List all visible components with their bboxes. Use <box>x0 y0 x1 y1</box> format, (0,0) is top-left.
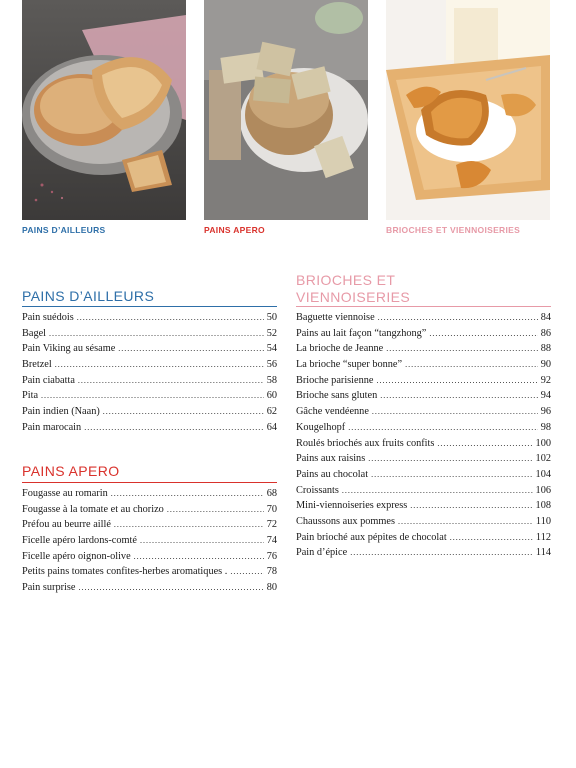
toc-leader-dots <box>378 313 538 322</box>
toc-entry-label: Pains au lait façon “tangzhong” <box>296 327 427 339</box>
toc-leader-dots <box>49 329 264 338</box>
toc-entry <box>296 438 551 454</box>
flatbread-photo <box>22 0 186 220</box>
toc-leader-dots <box>398 517 533 526</box>
toc-entry <box>296 547 551 563</box>
toc-leader-dots <box>55 360 264 369</box>
toc-entry <box>22 312 277 328</box>
toc-leader-dots <box>368 454 532 463</box>
toc-entry-label: Croissants <box>296 484 339 496</box>
toc-entry-label: Chaussons aux pommes <box>296 515 395 527</box>
toc-leader-dots <box>114 520 264 529</box>
toc-entry-label: Pita <box>22 390 39 402</box>
toc-entry-page: 58 <box>266 374 277 386</box>
toc-leader-dots <box>78 583 263 592</box>
toc-entry-page: 112 <box>535 531 551 543</box>
toc-leader-dots <box>380 391 537 400</box>
toc-entry-label: Gâche vendéenne <box>296 406 369 418</box>
toc-leader-dots <box>405 360 538 369</box>
toc-list-pains-apero <box>22 488 277 598</box>
section-rule <box>296 306 551 307</box>
toc-leader-dots <box>77 313 264 322</box>
toc-entry-label: Bretzel <box>22 359 52 371</box>
section-title-brioches <box>296 272 410 306</box>
toc-leader-dots <box>78 376 264 385</box>
toc-entry-page: 74 <box>266 535 277 547</box>
toc-entry-label: Pain brioché aux pépites de chocolat <box>296 531 447 543</box>
toc-entry <box>296 375 551 391</box>
toc-entry-label: Pain Viking au sésame <box>22 343 116 355</box>
toc-entry-page: 60 <box>266 390 277 402</box>
toc-entry-page: 52 <box>266 327 277 339</box>
toc-entry-page: 56 <box>266 359 277 371</box>
toc-entry <box>296 422 551 438</box>
section-title-pains-ailleurs: PAINS D’AILLEURS <box>22 288 155 304</box>
toc-leader-dots <box>450 533 533 542</box>
toc-leader-dots <box>111 489 264 498</box>
toc-entry-page: 106 <box>535 484 551 496</box>
toc-leader-dots <box>103 407 264 416</box>
toc-entry-page: 50 <box>266 312 277 323</box>
toc-leader-dots <box>429 329 537 338</box>
croissant-photo <box>386 0 550 220</box>
toc-entry-label: Pain surprise <box>22 582 76 594</box>
toc-entry-page: 78 <box>266 566 277 578</box>
toc-leader-dots <box>350 548 533 557</box>
toc-list-brioches <box>296 312 551 563</box>
toc-entry-label: Bagel <box>22 327 47 339</box>
toc-entry-page: 54 <box>266 343 277 355</box>
toc-entry-label: Pain marocain <box>22 421 82 433</box>
toc-entry <box>22 328 277 344</box>
toc-entry-label: Pain indien (Naan) <box>22 406 100 418</box>
toc-leader-dots <box>84 423 264 432</box>
section-title-line: VIENNOISERIES <box>296 289 411 305</box>
toc-entry-page: 92 <box>540 374 551 386</box>
caption-pains-ailleurs: PAINS D’AILLEURS <box>22 225 106 235</box>
toc-entry-page: 80 <box>266 582 277 594</box>
toc-entry <box>22 519 277 535</box>
toc-entry-page: 94 <box>540 390 551 402</box>
toc-entry-page: 108 <box>535 500 551 512</box>
toc-entry <box>22 375 277 391</box>
toc-entry-label: Ficelle apéro oignon-olive <box>22 550 131 562</box>
toc-entry-label: Fougasse à la tomate et au chorizo <box>22 503 164 515</box>
toc-entry-page: 102 <box>535 453 551 465</box>
toc-entry <box>296 532 551 548</box>
section-title-line: BRIOCHES ET <box>296 272 396 288</box>
toc-entry <box>22 504 277 520</box>
toc-entry-page: 86 <box>540 327 551 339</box>
toc-entry-page: 64 <box>266 421 277 433</box>
toc-entry <box>296 312 551 328</box>
toc-entry <box>22 582 277 598</box>
toc-entry-label: Pain ciabatta <box>22 374 75 386</box>
toc-leader-dots <box>134 552 264 561</box>
toc-entry-label: La brioche de Jeanne <box>296 343 384 355</box>
toc-entry <box>296 328 551 344</box>
toc-entry <box>296 485 551 501</box>
toc-leader-dots <box>230 567 263 576</box>
toc-entry <box>22 343 277 359</box>
toc-leader-dots <box>437 439 532 448</box>
toc-entry-page: 90 <box>540 359 551 371</box>
toc-entry <box>22 535 277 551</box>
toc-leader-dots <box>348 423 538 432</box>
toc-entry-label: Petits pains tomates confites-herbes aromatiques . <box>22 566 228 578</box>
toc-leader-dots <box>372 407 538 416</box>
toc-entry <box>296 453 551 469</box>
toc-entry-page: 70 <box>266 503 277 515</box>
toc-entry <box>296 359 551 375</box>
toc-entry-page: 96 <box>540 406 551 418</box>
toc-entry-label: Mini-viennoiseries express <box>296 500 408 512</box>
toc-entry-label: Baguette viennoise <box>296 312 375 323</box>
toc-entry-label: Roulés briochés aux fruits confits <box>296 437 435 449</box>
toc-entry <box>22 359 277 375</box>
caption-pains-apero: PAINS APERO <box>204 225 265 235</box>
toc-entry-page: 100 <box>535 437 551 449</box>
toc-entry-page: 114 <box>535 547 551 559</box>
toc-entry-page: 84 <box>540 312 551 323</box>
toc-entry-page: 76 <box>266 550 277 562</box>
toc-entry <box>22 488 277 504</box>
toc-entry-page: 62 <box>266 406 277 418</box>
toc-entry-page: 72 <box>266 519 277 531</box>
toc-entry-page: 88 <box>540 343 551 355</box>
toc-leader-dots <box>410 501 532 510</box>
section-rule <box>22 306 277 307</box>
toc-leader-dots <box>371 470 532 479</box>
toc-entry <box>22 566 277 582</box>
section-title-pains-apero: PAINS APERO <box>22 463 120 479</box>
toc-entry <box>22 390 277 406</box>
toc-entry-label: Pain d’épice <box>296 547 348 559</box>
toc-entry <box>22 406 277 422</box>
toc-entry <box>296 390 551 406</box>
toc-entry <box>296 516 551 532</box>
toc-leader-dots <box>167 505 264 514</box>
toc-leader-dots <box>386 344 538 353</box>
toc-entry-page: 68 <box>266 488 277 499</box>
toc-entry-label: Brioche parisienne <box>296 374 374 386</box>
toc-entry-label: Préfou au beurre aillé <box>22 519 111 531</box>
caption-brioches: BRIOCHES ET VIENNOISERIES <box>386 225 521 235</box>
toc-entry-label: Kougelhopf <box>296 421 346 433</box>
toc-entry <box>22 551 277 567</box>
toc-entry <box>296 500 551 516</box>
toc-entry-label: Fougasse au romarin <box>22 488 108 499</box>
toc-entry-page: 104 <box>535 468 551 480</box>
toc-entry-label: Brioche sans gluten <box>296 390 378 402</box>
toc-leader-dots <box>342 486 533 495</box>
toc-leader-dots <box>140 536 264 545</box>
toc-entry-page: 98 <box>540 421 551 433</box>
toc-entry-label: Pains aux raisins <box>296 453 366 465</box>
toc-leader-dots <box>118 344 263 353</box>
toc-list-pains-ailleurs <box>22 312 277 438</box>
toc-entry <box>296 343 551 359</box>
toc-leader-dots <box>41 391 264 400</box>
toc-entry <box>296 469 551 485</box>
toc-entry-label: Ficelle apéro lardons-comté <box>22 535 137 547</box>
toc-entry-label: Pain suédois <box>22 312 74 323</box>
section-rule <box>22 482 277 483</box>
toc-entry-label: La brioche “super bonne” <box>296 359 403 371</box>
toc-entry-page: 110 <box>535 515 551 527</box>
toc-entry-label: Pains au chocolat <box>296 468 369 480</box>
toc-leader-dots <box>376 376 537 385</box>
toc-entry <box>296 406 551 422</box>
toc-entry <box>22 422 277 438</box>
bread-bowl-photo <box>204 0 368 220</box>
